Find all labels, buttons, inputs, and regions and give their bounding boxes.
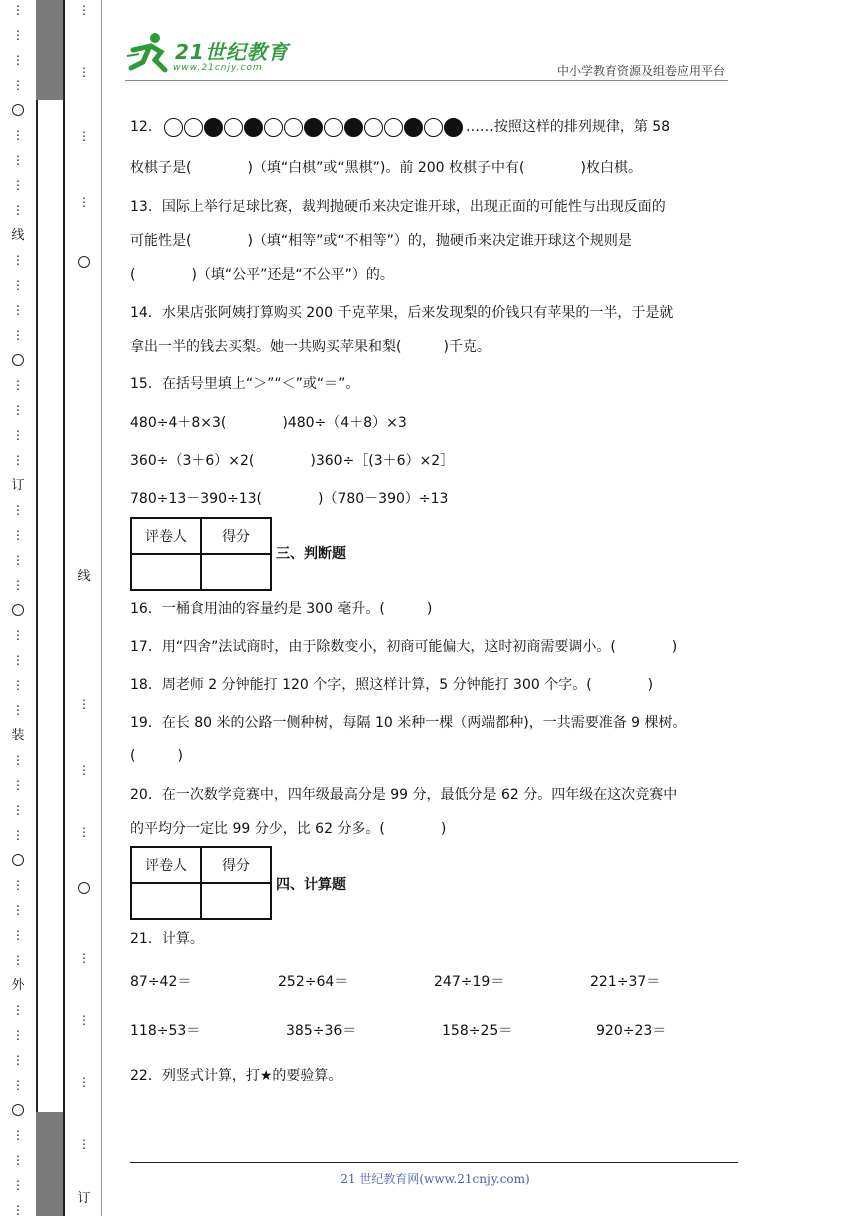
question-17: 17．用“四舍”法试商时，由于除数变小，初商可能偏大，这时初商需要调小。( ) (130, 639, 678, 655)
calc-item: 920÷23＝ (596, 1023, 667, 1039)
margin-dots: ⋮ (12, 678, 24, 692)
margin-dots: ⋮ (12, 778, 24, 792)
margin-binding-char: 订 (77, 1191, 91, 1206)
margin-dots: ⋮ (12, 503, 24, 517)
section-3-title: 三、判断题 (276, 546, 346, 562)
black-chess-piece-icon (444, 118, 463, 137)
chess-pattern (164, 118, 464, 137)
question-22: 22．列竖式计算，打★的要验算。 (130, 1068, 343, 1084)
margin-dots: ⋮ (78, 129, 90, 143)
question-15-c: 780÷13－390÷13( )（780－390）÷13 (130, 491, 449, 507)
question-13-line-2: 可能性是( )（填“相等”或“不相等”）的，抛硬币来决定谁开球这个规则是 (130, 233, 632, 249)
score-label: 得分 (201, 847, 271, 883)
margin-dots: ⋮ (78, 1013, 90, 1027)
question-14-line-2: 拿出一半的钱去买梨。她一共购买苹果和梨( )千克。 (130, 339, 491, 355)
calc-item: 221÷37＝ (590, 974, 661, 990)
margin-dots: ⋮ (78, 195, 90, 209)
margin-dots: ⋮ (12, 428, 24, 442)
margin-dots: ⋮ (78, 1075, 90, 1089)
margin-dots: ⋮ (12, 1153, 24, 1167)
header-rule (125, 80, 728, 81)
calc-item: 87÷42＝ (130, 974, 192, 990)
grader-label: 评卷人 (131, 518, 201, 554)
margin-gray-band-bottom (36, 1112, 64, 1216)
margin-circle-icon (69, 256, 99, 271)
margin-dots: ⋮ (12, 378, 24, 392)
inner-margin-strip (66, 0, 102, 1216)
margin-circle-icon (69, 882, 99, 897)
margin-dots: ⋮ (12, 328, 24, 342)
margin-dots: ⋮ (12, 953, 24, 967)
margin-dots: ⋮ (12, 53, 24, 67)
question-21: 21．计算。 (130, 931, 204, 947)
margin-dots: ⋮ (78, 697, 90, 711)
logo-text: 21世纪教育 (175, 40, 289, 64)
question-15-a: 480÷4＋8×3( )480÷（4＋8）×3 (130, 415, 407, 431)
grader-cell[interactable] (131, 554, 201, 590)
margin-dots: ⋮ (78, 65, 90, 79)
question-14-line-1: 14．水果店张阿姨打算购买 200 千克苹果，后来发现梨的价钱只有苹果的一半，于是就 (130, 305, 674, 321)
question-12-line-2: 枚棋子是( )（填“白棋”或“黑棋”)。前 200 枚棋子中有( )枚白棋。 (130, 160, 642, 176)
grader-cell[interactable] (131, 883, 201, 919)
margin-circle-icon (3, 854, 33, 869)
margin-dots: ⋮ (78, 3, 90, 17)
question-13-line-1: 13．国际上举行足球比赛，裁判抛硬币来决定谁开球，出现正面的可能性与出现反面的 (130, 199, 666, 215)
margin-dots: ⋮ (12, 153, 24, 167)
question-20-line-1: 20．在一次数学竞赛中，四年级最高分是 99 分，最低分是 62 分。四年级在这次竞赛中 (130, 787, 678, 803)
outer-margin-strip (0, 0, 36, 1216)
margin-dots: ⋮ (12, 178, 24, 192)
grader-table-section-4 (130, 846, 272, 920)
margin-binding-char: 线 (11, 228, 25, 243)
question-12-text: ……按照这样的排列规律，第 58 (465, 119, 671, 135)
margin-dots: ⋮ (12, 703, 24, 717)
score-cell[interactable] (201, 554, 271, 590)
margin-dots: ⋮ (12, 203, 24, 217)
white-chess-piece-icon (384, 118, 403, 137)
white-chess-piece-icon (324, 118, 343, 137)
margin-dots: ⋮ (12, 1003, 24, 1017)
margin-dots: ⋮ (12, 653, 24, 667)
margin-dots: ⋮ (12, 828, 24, 842)
margin-dots: ⋮ (12, 753, 24, 767)
margin-dots: ⋮ (12, 1028, 24, 1042)
calc-item: 247÷19＝ (434, 974, 505, 990)
question-16: 16．一桶食用油的容量约是 300 毫升。( ) (130, 601, 433, 617)
margin-dots: ⋮ (12, 928, 24, 942)
margin-dots: ⋮ (12, 1078, 24, 1092)
platform-title: 中小学教育资源及组卷应用平台 (556, 64, 725, 78)
margin-circle-icon (3, 354, 33, 369)
margin-divider-left (36, 0, 38, 1216)
margin-dots: ⋮ (78, 825, 90, 839)
question-12-line-1 (130, 116, 670, 137)
margin-dots: ⋮ (12, 453, 24, 467)
margin-dots: ⋮ (78, 951, 90, 965)
margin-dots: ⋮ (12, 3, 24, 17)
black-chess-piece-icon (344, 118, 363, 137)
white-chess-piece-icon (364, 118, 383, 137)
margin-binding-char: 线 (77, 569, 91, 584)
margin-dots: ⋮ (12, 303, 24, 317)
margin-circle-icon (3, 604, 33, 619)
footer-rule (130, 1162, 738, 1163)
margin-dots: ⋮ (12, 128, 24, 142)
margin-binding-char: 装 (11, 728, 25, 743)
question-19-line-2: ( ) (130, 748, 183, 764)
white-chess-piece-icon (424, 118, 443, 137)
calc-item: 158÷25＝ (442, 1023, 513, 1039)
margin-circle-icon (3, 104, 33, 119)
section-4-title: 四、计算题 (276, 877, 346, 893)
score-cell[interactable] (201, 883, 271, 919)
margin-dots: ⋮ (12, 628, 24, 642)
question-12-number: 12． (130, 119, 162, 135)
white-chess-piece-icon (184, 118, 203, 137)
margin-binding-char: 订 (11, 478, 25, 493)
margin-dots: ⋮ (78, 1137, 90, 1151)
question-13-line-3: ( )（填“公平”还是“不公平”）的。 (130, 267, 394, 283)
margin-dots: ⋮ (12, 528, 24, 542)
question-19-line-1: 19．在长 80 米的公路一侧种树，每隔 10 米种一棵（两端都种)，一共需要准备 9 棵树。 (130, 715, 687, 731)
white-chess-piece-icon (164, 118, 183, 137)
margin-dots: ⋮ (12, 1128, 24, 1142)
running-man-logo-icon (125, 32, 175, 74)
margin-dots: ⋮ (12, 78, 24, 92)
margin-circle-icon (3, 1104, 33, 1119)
white-chess-piece-icon (224, 118, 243, 137)
margin-dots: ⋮ (12, 553, 24, 567)
black-chess-piece-icon (304, 118, 323, 137)
margin-gray-band-top (36, 0, 64, 100)
margin-dots: ⋮ (12, 578, 24, 592)
question-15-b: 360÷（3＋6）×2( )360÷［(3＋6）×2］ (130, 453, 455, 469)
footer-text: 21 世纪教育网(www.21cnjy.com) (340, 1172, 530, 1186)
margin-dots: ⋮ (12, 253, 24, 267)
white-chess-piece-icon (284, 118, 303, 137)
score-label: 得分 (201, 518, 271, 554)
margin-dots: ⋮ (12, 28, 24, 42)
margin-dots: ⋮ (12, 903, 24, 917)
margin-dots: ⋮ (12, 278, 24, 292)
white-chess-piece-icon (264, 118, 283, 137)
margin-dots: ⋮ (12, 1203, 24, 1217)
margin-divider-right (63, 0, 65, 1216)
question-18: 18．周老师 2 分钟能打 120 个字，照这样计算，5 分钟能打 300 个字。( ) (130, 677, 654, 693)
black-chess-piece-icon (404, 118, 423, 137)
question-20-line-2: 的平均分一定比 99 分少，比 62 分多。( ) (130, 821, 447, 837)
margin-binding-char: 外 (11, 978, 25, 993)
margin-dots: ⋮ (12, 803, 24, 817)
black-chess-piece-icon (204, 118, 223, 137)
calc-item: 118÷53＝ (130, 1023, 201, 1039)
margin-dots: ⋮ (12, 878, 24, 892)
logo-url: www.21cnjy.com (173, 63, 263, 73)
black-chess-piece-icon (244, 118, 263, 137)
margin-dots: ⋮ (12, 403, 24, 417)
margin-dots: ⋮ (78, 763, 90, 777)
question-15-line-1: 15．在括号里填上“＞”“＜”或“＝”。 (130, 376, 360, 392)
margin-dots: ⋮ (12, 1053, 24, 1067)
margin-divider-inner (101, 0, 102, 1216)
calc-item: 385÷36＝ (286, 1023, 357, 1039)
grader-label: 评卷人 (131, 847, 201, 883)
grader-table-section-3 (130, 517, 272, 591)
margin-dots: ⋮ (12, 1178, 24, 1192)
calc-item: 252÷64＝ (278, 974, 349, 990)
